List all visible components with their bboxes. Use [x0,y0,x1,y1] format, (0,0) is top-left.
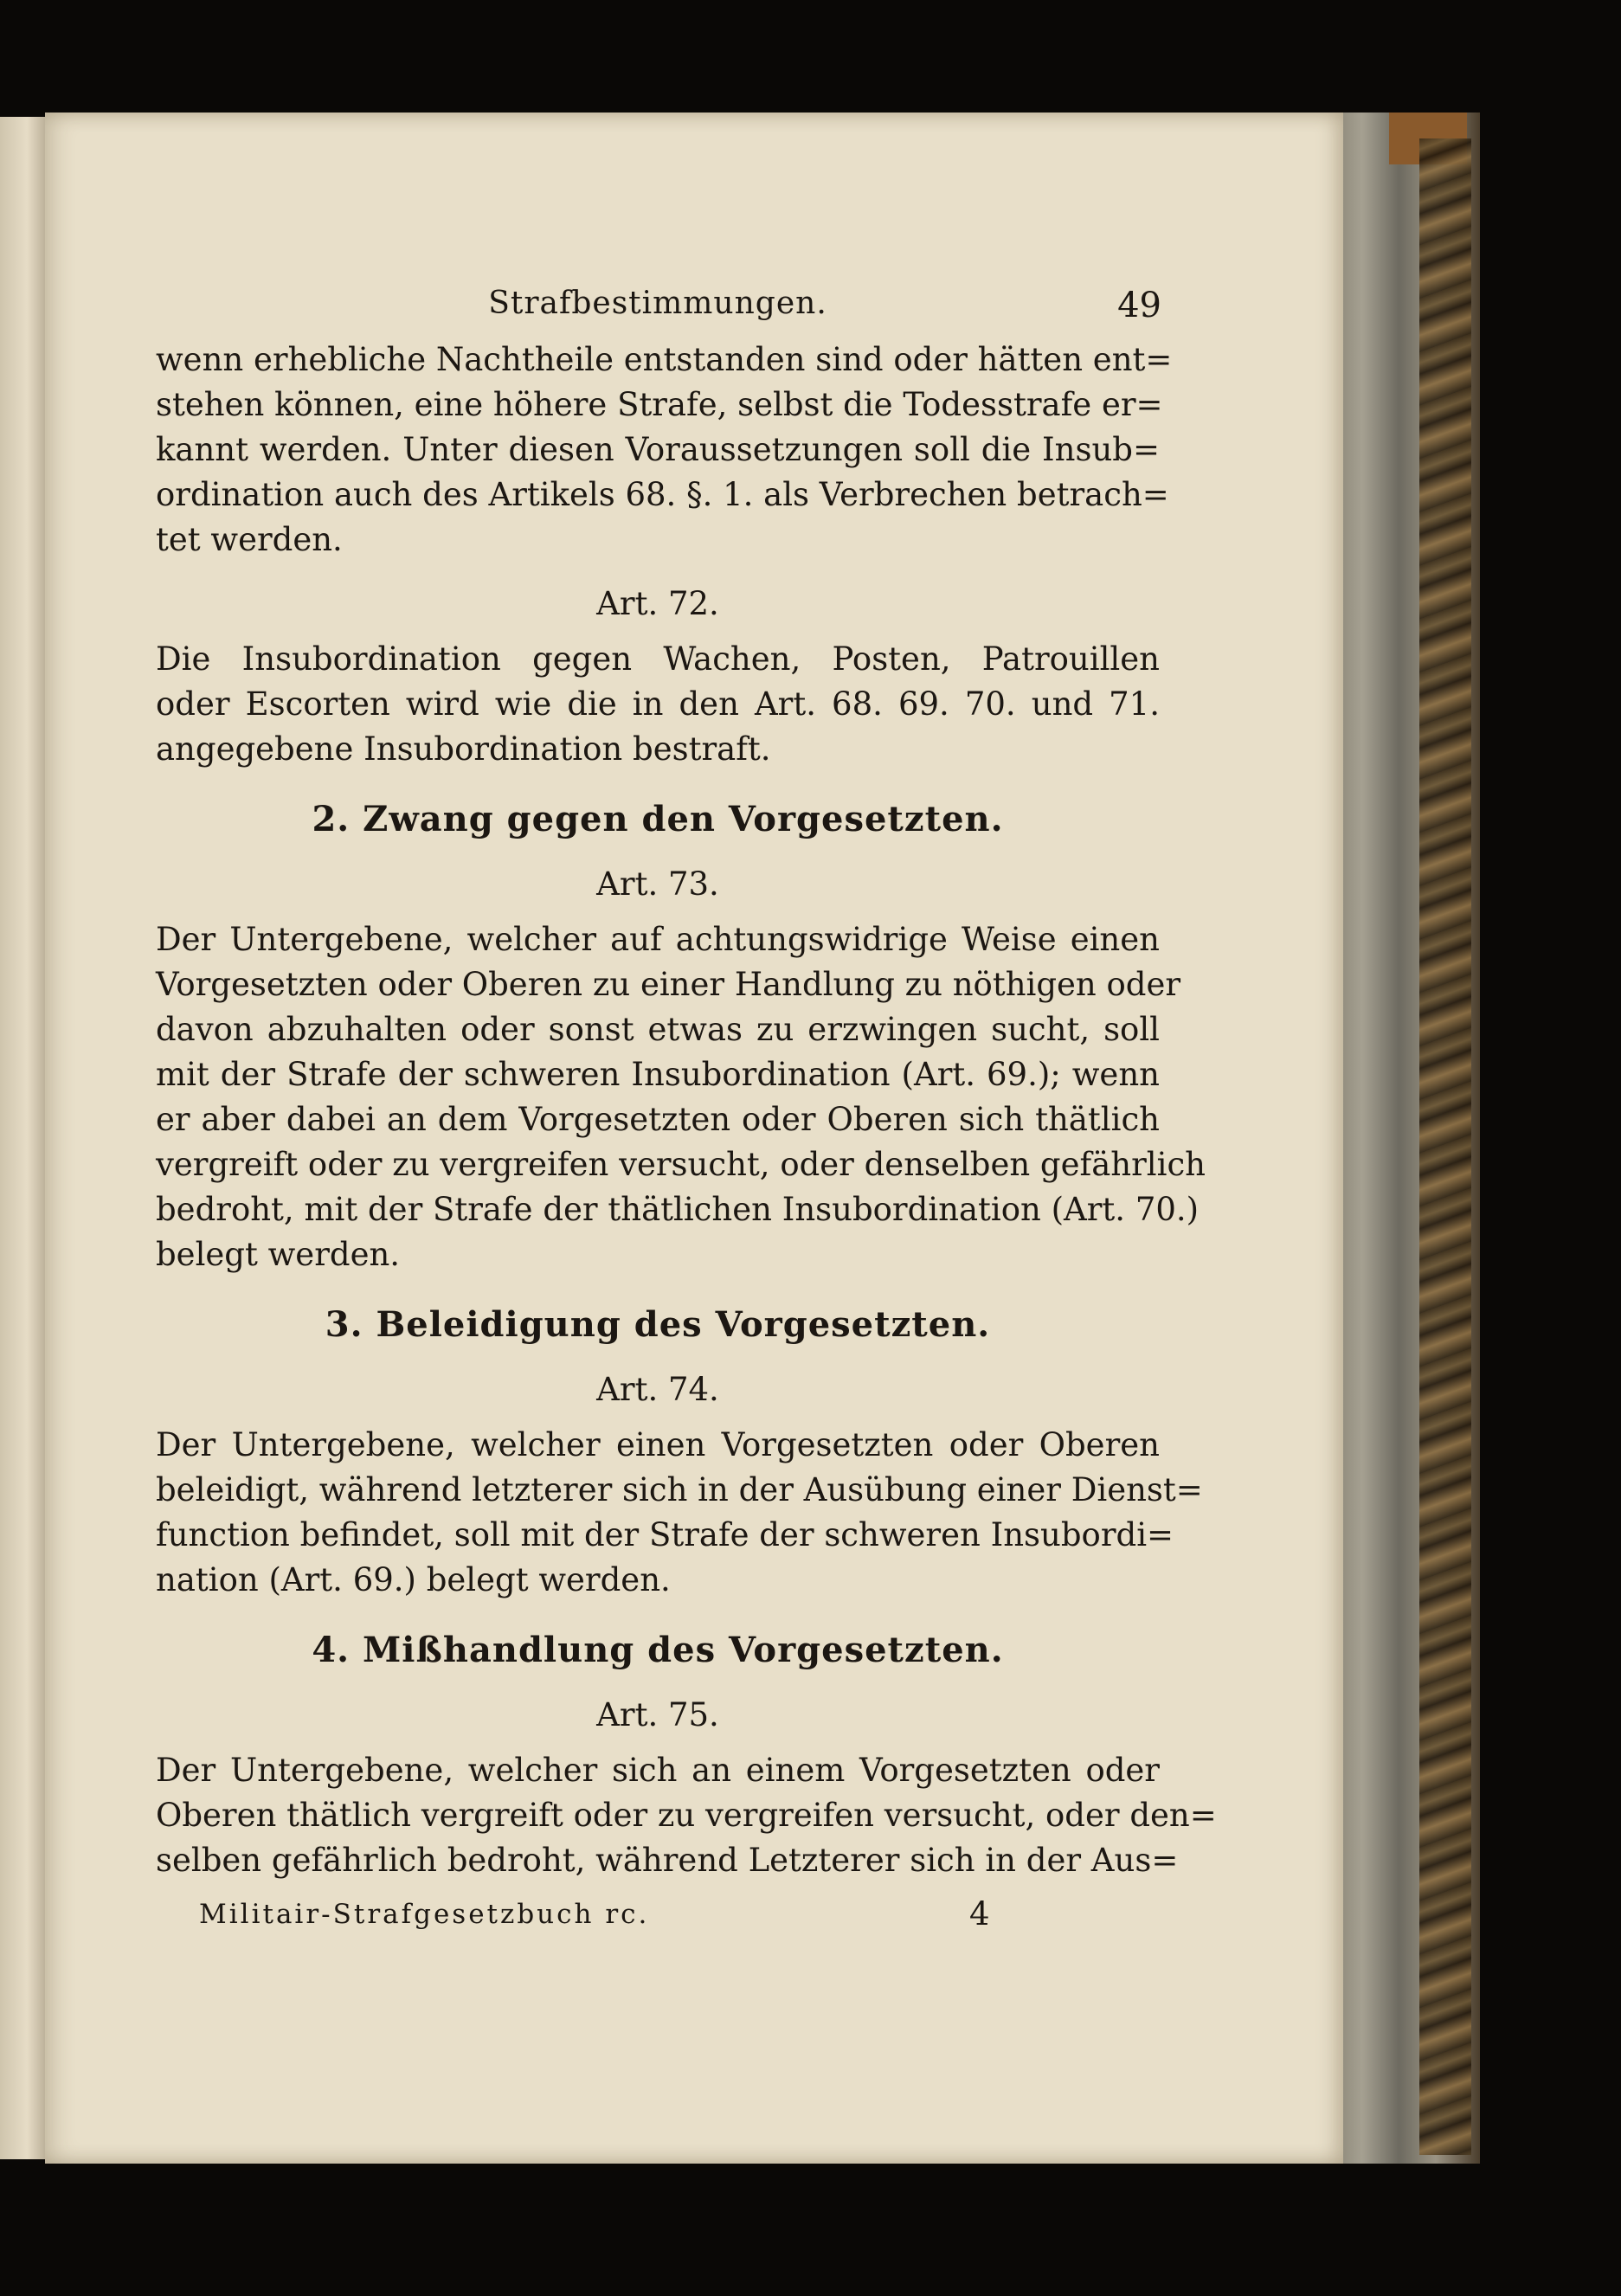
marbled-cover [1419,138,1471,2155]
text-line: kannt werden. Unter diesen Voraussetzungen soll die Insub= [156,431,1160,468]
text-line: tet werden. [156,521,343,558]
text-line: mit der Strafe der schweren Insubordination (Art. 69.); wenn [156,1056,1160,1093]
section-heading-3: 3. Beleidigung des Vorgesetzten. [325,1304,991,1345]
section-heading-4: 4. Mißhandlung des Vorgesetzten. [312,1630,1004,1670]
text-line: belegt werden. [156,1236,401,1273]
book-page [45,113,1343,2164]
text-line: Vorgesetzten oder Oberen zu einer Handlung zu nöthigen oder [156,966,1181,1003]
text-line: Die Insubordination gegen Wachen, Posten, Patrouillen [156,640,1160,678]
sheet-signature: Militair-Strafgesetzbuch rc. [199,1899,650,1930]
text-line: stehen können, eine höhere Strafe, selbst die Todesstrafe er= [156,386,1163,423]
text-line: vergreift oder zu vergreifen versucht, oder denselben gefährlich [156,1146,1206,1183]
text-line: Oberen thätlich vergreift oder zu vergreifen versucht, oder den= [156,1797,1217,1834]
text-line: wenn erhebliche Nachtheile entstanden sind oder hätten ent= [156,341,1173,378]
section-heading-2: 2. Zwang gegen den Vorgesetzten. [312,799,1004,839]
text-line: er aber dabei an dem Vorgesetzten oder Oberen sich thätlich [156,1101,1160,1138]
text-line: ordination auch des Artikels 68. §. 1. als Verbrechen betrach= [156,476,1169,513]
text-line: Der Untergebene, welcher sich an einem Vorgesetzten oder [156,1752,1160,1789]
text-block [156,277,1217,1939]
text-line: bedroht, mit der Strafe der thätlichen Insubordination (Art. 70.) [156,1191,1200,1228]
text-line: beleidigt, während letzterer sich in der Ausübung einer Dienst= [156,1471,1203,1508]
text-line: function befindet, soll mit der Strafe der schweren Insubordi= [156,1516,1174,1553]
article-75-label: Art. 75. [596,1696,719,1733]
text-line: nation (Art. 69.) belegt werden. [156,1561,671,1598]
text-line: Der Untergebene, welcher einen Vorgesetzten oder Oberen [156,1426,1160,1463]
running-head [156,277,1160,338]
page-number: 49 [1117,286,1161,325]
article-73-label: Art. 73. [596,865,719,903]
article-72-label: Art. 72. [596,585,719,622]
page-footer [156,1895,1160,1939]
text-line: davon abzuhalten oder sonst etwas zu erzwingen sucht, soll [156,1011,1160,1048]
article-73-text [156,917,1206,1277]
text-line: oder Escorten wird wie die in den Art. 68. 69. 70. und 71. [156,685,1160,723]
text-line: angegebene Insubordination bestraft. [156,730,771,768]
text-line: Der Untergebene, welcher auf achtungswidrige Weise einen [156,921,1160,958]
text-line: selben gefährlich bedroht, während Letzterer sich in der Aus= [156,1842,1179,1879]
running-title: Strafbestimmungen. [488,286,827,321]
article-74-label: Art. 74. [596,1371,719,1408]
sheet-number: 4 [969,1895,990,1933]
article-72-text [156,637,1160,772]
article-75-text [156,1748,1217,1883]
article-74-text [156,1423,1203,1603]
facing-page-edge [0,117,45,2159]
paragraph-continued [156,338,1173,563]
